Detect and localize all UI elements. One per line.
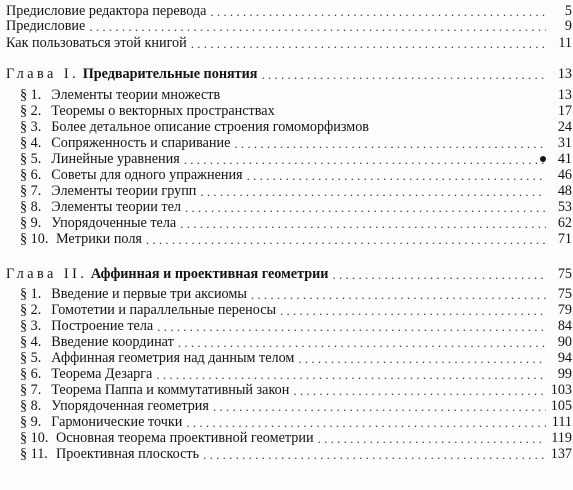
section-sign: § — [20, 382, 28, 398]
section-sign: § — [20, 286, 28, 302]
dot-leader — [298, 351, 546, 366]
entry-page: 111 — [551, 414, 572, 430]
entry-page: 5 — [564, 3, 572, 19]
section-number: 2. — [30, 302, 42, 318]
section-title: Построение тела — [51, 318, 154, 334]
entry-page: 53 — [557, 199, 572, 215]
section-title: Упорядоченные тела — [51, 215, 177, 231]
toc-section[interactable] — [20, 120, 572, 135]
dot-leader — [251, 287, 546, 302]
section-title: Линейные уравнения — [51, 151, 180, 167]
section-title: Элементы теории групп — [51, 183, 197, 199]
section-sign: § — [20, 334, 28, 350]
entry-title: Как пользоваться этой книгой — [6, 35, 187, 51]
toc-section[interactable] — [20, 319, 572, 334]
section-sign: § — [20, 135, 28, 151]
section-title: Гармонические точки — [51, 414, 183, 430]
section-sign: § — [20, 302, 28, 318]
section-number: 9. — [30, 414, 42, 430]
section-title: Проективная плоскость — [56, 446, 200, 462]
toc-section[interactable] — [20, 136, 572, 151]
toc-section[interactable] — [20, 447, 572, 462]
section-number: 10. — [30, 430, 49, 446]
section-sign: § — [20, 167, 28, 183]
toc-section[interactable] — [20, 168, 572, 183]
toc-entry-front-2[interactable] — [6, 19, 572, 34]
section-number: 2. — [30, 103, 42, 119]
toc-section[interactable] — [20, 335, 572, 350]
dot-leader — [261, 67, 546, 82]
section-title: Советы для одного упражнения — [51, 167, 243, 183]
toc-section[interactable] — [20, 415, 572, 430]
dot-leader — [186, 415, 546, 430]
toc-section[interactable] — [20, 399, 572, 414]
dot-leader — [184, 152, 546, 167]
section-sign: § — [20, 183, 28, 199]
section-title: Более детальное описание строения гомоморфизмов — [51, 119, 369, 135]
entry-page: 75 — [557, 286, 572, 302]
section-title: Теорема Паппа и коммутативный закон — [51, 382, 290, 398]
section-number: 1. — [30, 87, 42, 103]
section-sign: § — [20, 350, 28, 366]
section-sign: § — [20, 151, 28, 167]
toc-section[interactable] — [20, 351, 572, 366]
dot-leader — [203, 447, 546, 462]
dot-leader — [89, 19, 546, 34]
section-number: 8. — [30, 199, 42, 215]
section-sign: § — [20, 398, 28, 414]
section-title: Теоремы о векторных пространствах — [51, 103, 275, 119]
section-sign: § — [20, 215, 28, 231]
toc-section[interactable] — [20, 184, 572, 199]
toc-section[interactable] — [20, 232, 572, 247]
toc-section[interactable] — [20, 383, 572, 398]
section-number: 5. — [30, 151, 42, 167]
toc-chapter-2[interactable] — [6, 267, 572, 282]
section-number: 7. — [30, 183, 42, 199]
section-number: 9. — [30, 215, 42, 231]
section-title: Элементы теории множеств — [51, 87, 221, 103]
entry-page: 41 — [557, 151, 572, 167]
entry-title: Предисловие редактора перевода — [6, 3, 207, 19]
entry-page: 13 — [557, 66, 572, 82]
section-number: 6. — [30, 167, 42, 183]
section-title: Основная теорема проективной геометрии — [56, 430, 314, 446]
section-sign: § — [20, 414, 28, 430]
dot-leader — [280, 303, 546, 318]
entry-page: 31 — [557, 135, 572, 151]
toc-section[interactable] — [20, 104, 572, 119]
section-title: Элементы теории тел — [51, 199, 181, 215]
dot-leader — [293, 383, 546, 398]
dot-leader — [213, 399, 546, 414]
entry-page: 24 — [557, 119, 572, 135]
toc-section[interactable] — [20, 431, 572, 446]
toc-section[interactable] — [20, 216, 572, 231]
toc-entry-front-1[interactable] — [6, 4, 572, 19]
dot-leader — [146, 232, 546, 247]
toc-section[interactable] — [20, 88, 572, 103]
section-number: 6. — [30, 366, 42, 382]
entry-page: 137 — [550, 446, 572, 462]
entry-page: 119 — [551, 430, 572, 446]
toc-section[interactable] — [20, 200, 572, 215]
section-title: Теорема Дезарга — [51, 366, 153, 382]
entry-page: 90 — [557, 334, 572, 350]
section-number: 11. — [30, 446, 48, 462]
entry-page: 105 — [550, 398, 572, 414]
dot-leader — [178, 335, 546, 350]
section-number: 10. — [30, 231, 49, 247]
dot-leader — [210, 4, 546, 19]
toc-section[interactable] — [20, 367, 572, 382]
section-title: Упорядоченная геометрия — [51, 398, 209, 414]
section-sign: § — [20, 119, 28, 135]
toc-section[interactable] — [20, 303, 572, 318]
entry-page: 17 — [557, 103, 572, 119]
toc-section[interactable] — [20, 152, 572, 167]
dot-leader — [157, 319, 546, 334]
entry-page: 48 — [557, 183, 572, 199]
entry-page: 11 — [558, 35, 572, 51]
section-sign: § — [20, 430, 28, 446]
dot-leader — [318, 431, 546, 446]
section-sign: § — [20, 446, 28, 462]
dot-leader — [332, 267, 546, 282]
section-sign: § — [20, 103, 28, 119]
entry-page: 94 — [557, 350, 572, 366]
section-title: Аффинная геометрия над данным телом — [51, 350, 295, 366]
section-sign: § — [20, 87, 28, 103]
entry-page: 79 — [557, 302, 572, 318]
section-title: Гомотетии и параллельные переносы — [51, 302, 277, 318]
chapter-title: Аффинная и проективная геометрии — [90, 266, 329, 282]
section-sign: § — [20, 366, 28, 382]
toc-chapter-1[interactable] — [6, 67, 572, 82]
entry-page: 46 — [557, 167, 572, 183]
section-title: Введение и первые три аксиомы — [51, 286, 247, 302]
section-title: Введение координат — [51, 334, 174, 350]
section-sign: § — [20, 231, 28, 247]
section-number: 7. — [30, 382, 42, 398]
entry-page: 99 — [557, 366, 572, 382]
section-title: Метрики поля — [56, 231, 142, 247]
entry-page: 62 — [557, 215, 572, 231]
dot-leader — [234, 136, 546, 151]
section-number: 1. — [30, 286, 42, 302]
entry-page: 84 — [557, 318, 572, 334]
ink-dot-mark — [540, 156, 546, 162]
section-number: 4. — [30, 334, 42, 350]
dot-leader — [191, 36, 546, 51]
entry-title: Предисловие — [6, 18, 86, 34]
section-number: 8. — [30, 398, 42, 414]
section-number: 3. — [30, 119, 42, 135]
section-number: 4. — [30, 135, 42, 151]
chapter-title: Предварительные понятия — [82, 66, 258, 82]
toc-entry-front-3[interactable] — [6, 36, 572, 51]
dot-leader — [200, 184, 546, 199]
chapter-prefix: Глава I. — [6, 66, 80, 82]
entry-page: 103 — [550, 382, 572, 398]
entry-page: 13 — [557, 87, 572, 103]
section-sign: § — [20, 199, 28, 215]
chapter-prefix: Глава II. — [6, 266, 88, 282]
section-number: 3. — [30, 318, 42, 334]
section-sign: § — [20, 318, 28, 334]
section-number: 5. — [30, 350, 42, 366]
entry-page: 75 — [557, 266, 572, 282]
dot-leader — [156, 367, 546, 382]
section-title: Сопряженность и спаривание — [51, 135, 231, 151]
entry-page: 9 — [564, 18, 572, 34]
entry-page: 71 — [557, 231, 572, 247]
dot-leader — [247, 168, 546, 183]
dot-leader — [180, 216, 546, 231]
toc-section[interactable] — [20, 287, 572, 302]
dot-leader — [185, 200, 546, 215]
